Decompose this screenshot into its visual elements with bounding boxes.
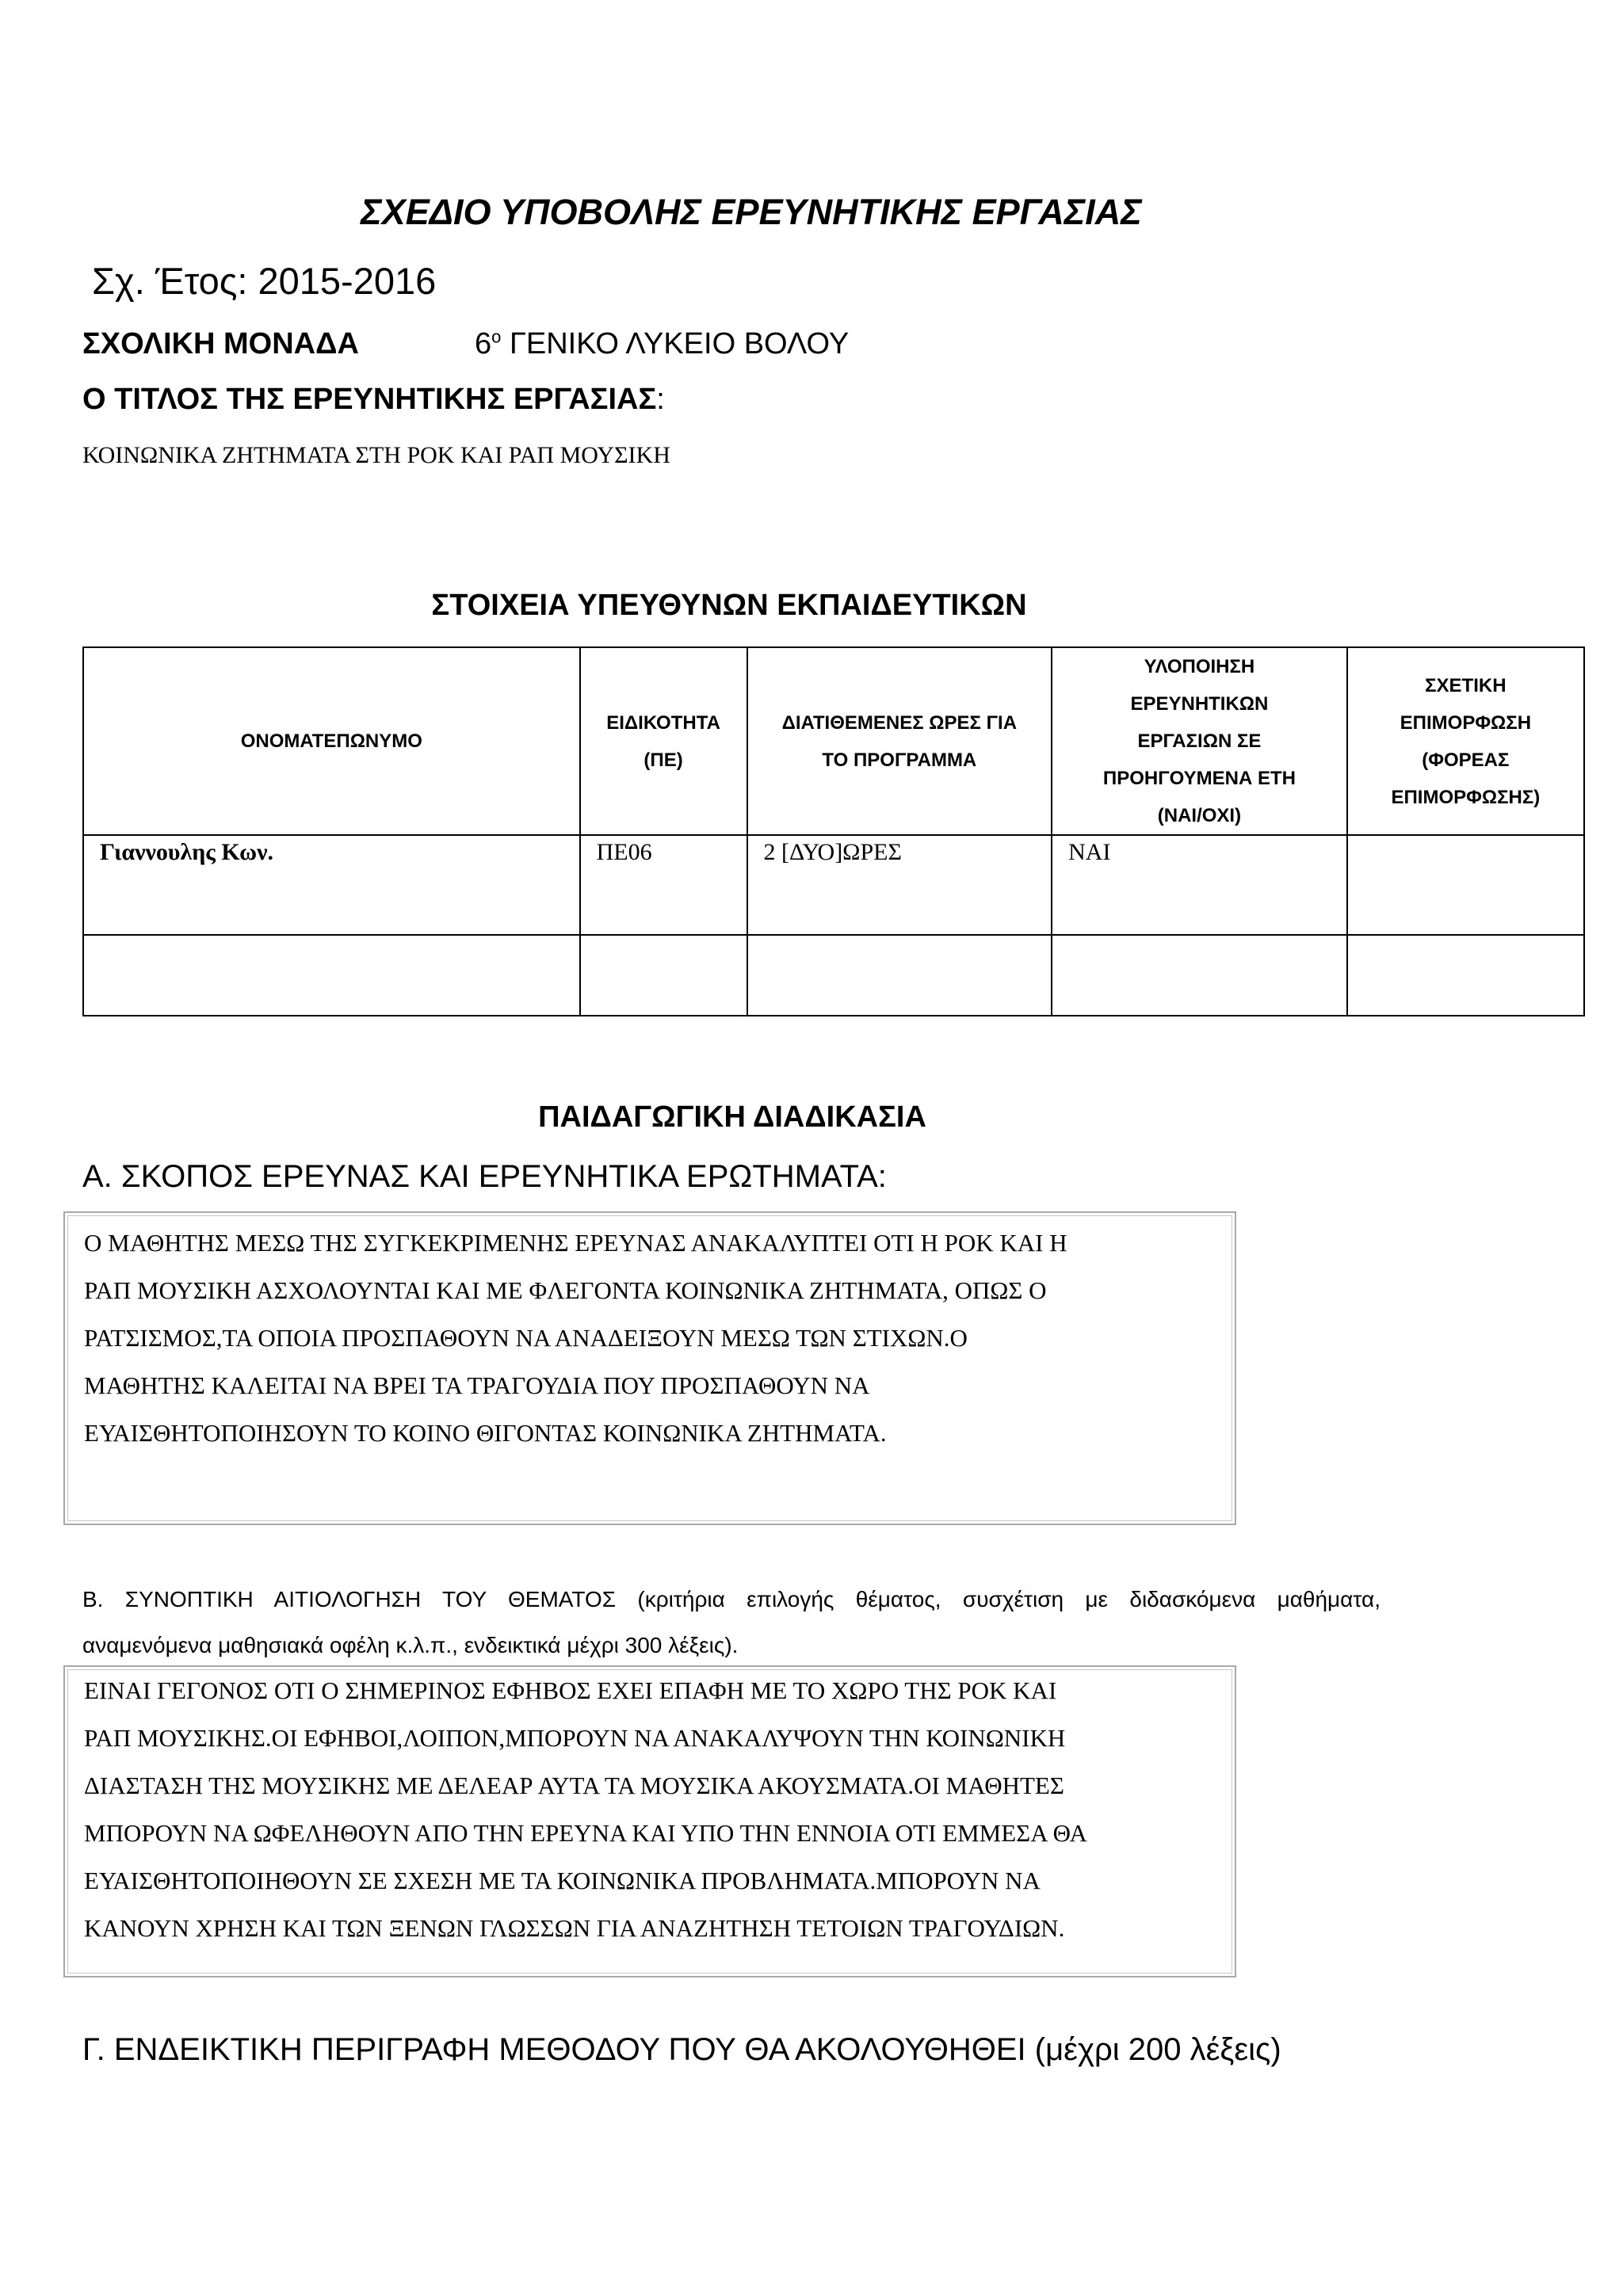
header-fullname: ΟΝΟΜΑΤΕΠΩΝΥΜΟ bbox=[83, 647, 580, 835]
cell-previous-projects bbox=[1052, 935, 1347, 1016]
cell-specialty bbox=[580, 935, 747, 1016]
table-row bbox=[83, 935, 1584, 1016]
section-b-textbox bbox=[63, 1665, 1236, 1978]
table-row bbox=[83, 835, 1584, 935]
cell-hours bbox=[747, 935, 1052, 1016]
section-b-title-line: Β. ΣΥΝΟΠΤΙΚΗ ΑΙΤΙΟΛΟΓΗΣΗ ΤΟΥ ΘΕΜΑΤΟΣ (κριτήρια επιλογής θέματος, συσχέτιση με διδασκόμενα μαθήματα, bbox=[82, 1587, 1381, 1611]
teachers-table bbox=[82, 646, 1585, 1016]
school-unit-label: ΣΧΟΛΙΚΗ ΜΟΝΑΔΑ bbox=[82, 326, 359, 360]
school-unit-value: $6^o$ ΓΕΝΙΚΟ ΛΥΚΕΙΟ ΒΟΛΟΥ bbox=[475, 326, 850, 360]
header-specialty: ΕΙΔΙΚΟΤΗΤΑ (ΠΕ) bbox=[580, 647, 747, 835]
research-title-label: Ο ΤΙΤΛΟΣ ΤΗΣ ΕΡΕΥΝΗΤΙΚΗΣ ΕΡΓΑΣΙΑΣ: bbox=[82, 383, 665, 416]
text-line: ΡΑΠ ΜΟΥΣΙΚΗΣ.ΟΙ ΕΦΗΒΟΙ,ΛΟΙΠΟΝ,ΜΠΟΡΟΥΝ ΝΑ ΑΝΑΚΑΛΥΨΟΥΝ ΤΗΝ ΚΟΙΝΩΝΙΚΗ bbox=[84, 1724, 1066, 1752]
header-hours: ΔΙΑΤΙΘΕΜΕΝΕΣ ΩΡΕΣ ΓΙΑ ΤΟ ΠΡΟΓΡΑΜΜΑ bbox=[747, 647, 1052, 835]
text-line: ΕΥΑΙΣΘΗΤΟΠΟΙΗΣΟΥΝ ΤΟ ΚΟΙΝΟ ΘΙΓΟΝΤΑΣ ΚΟΙΝΩΝΙΚΑ ΖΗΤΗΜΑΤΑ. bbox=[84, 1419, 887, 1447]
pedagogy-heading: ΠΑΙΔΑΓΩΓΙΚΗ ΔΙΑΔΙΚΑΣΙΑ bbox=[538, 1100, 926, 1134]
school-unit-line bbox=[82, 326, 849, 361]
text-line: ΕΙΝΑΙ ΓΕΓΟΝΟΣ ΟΤΙ Ο ΣΗΜΕΡΙΝΟΣ ΕΦΗΒΟΣ ΕΧΕΙ ΕΠΑΦΗ ΜΕ ΤΟ ΧΩΡΟ ΤΗΣ ΡΟΚ ΚΑΙ bbox=[84, 1676, 1057, 1704]
section-b-text bbox=[84, 1667, 1222, 1952]
cell-previous-projects: ΝΑΙ bbox=[1052, 835, 1347, 935]
text-line: ΔΙΑΣΤΑΣΗ ΤΗΣ ΜΟΥΣΙΚΗΣ ΜΕ ΔΕΛΕΑΡ ΑΥΤΑ ΤΑ ΜΟΥΣΙΚΑ ΑΚΟΥΣΜΑΤΑ.ΟΙ ΜΑΘΗΤΕΣ bbox=[84, 1772, 1064, 1799]
text-line: Ο ΜΑΘΗΤΗΣ ΜΕΣΩ ΤΗΣ ΣΥΓΚΕΚΡΙΜΕΝΗΣ ΕΡΕΥΝΑΣ ΑΝΑΚΑΛΥΠΤΕΙ ΟΤΙ Η ΡΟΚ ΚΑΙ Η bbox=[84, 1229, 1067, 1257]
section-a-text bbox=[84, 1219, 1222, 1457]
text-line: ΡΑΤΣΙΣΜΟΣ,ΤΑ ΟΠΟΙΑ ΠΡΟΣΠΑΘΟΥΝ ΝΑ ΑΝΑΔΕΙΞΟΥΝ ΜΕΣΩ ΤΩΝ ΣΤΙΧΩΝ.Ο bbox=[84, 1324, 968, 1352]
section-b-title-line: αναμενόμενα μαθησιακά οφέλη κ.λ.π., ενδεικτικά μέχρι 300 λέξεις). bbox=[82, 1633, 739, 1657]
document-title: ΣΧΕΔΙΟ ΥΠΟΒΟΛΗΣ ΕΡΕΥΝΗΤΙΚΗΣ ΕΡΓΑΣΙΑΣ bbox=[361, 192, 1142, 232]
cell-training bbox=[1347, 835, 1584, 935]
header-previous-projects: ΥΛΟΠΟΙΗΣΗ ΕΡΕΥΝΗΤΙΚΩΝ ΕΡΓΑΣΙΩΝ ΣΕ ΠΡΟΗΓΟΥΜΕΝΑ ΕΤΗ (ΝΑΙ/ΟΧΙ) bbox=[1052, 647, 1347, 835]
text-line: ΜΠΟΡΟΥΝ ΝΑ ΩΦΕΛΗΘΟΥΝ ΑΠΟ ΤΗΝ ΕΡΕΥΝΑ ΚΑΙ ΥΠΟ ΤΗΝ ΕΝΝΟΙΑ ΟΤΙ ΕΜΜΕΣΑ ΘΑ bbox=[84, 1819, 1087, 1847]
section-a-textbox bbox=[63, 1211, 1236, 1525]
section-b-title bbox=[82, 1577, 1381, 1669]
section-c-title: Γ. ΕΝΔΕΙΚΤΙΚΗ ΠΕΡΙΓΡΑΦΗ ΜΕΘΟΔΟΥ ΠΟΥ ΘΑ ΑΚΟΛΟΥΘΗΘΕΙ (μέχρι 200 λέξεις) bbox=[82, 2032, 1281, 2067]
cell-fullname: Γιαννουλης Κων. bbox=[83, 835, 580, 935]
school-year: Σχ. Έτος: 2015-2016 bbox=[92, 260, 437, 302]
cell-training bbox=[1347, 935, 1584, 1016]
research-title-value: ΚΟΙΝΩΝΙΚΑ ΖΗΤΗΜΑΤΑ ΣΤΗ ΡΟΚ ΚΑΙ ΡΑΠ ΜΟΥΣΙΚΗ bbox=[82, 442, 670, 468]
section-a-title: Α. ΣΚΟΠΟΣ ΕΡΕΥΝΑΣ ΚΑΙ ΕΡΕΥΝΗΤΙΚΑ ΕΡΩΤΗΜΑΤΑ: bbox=[82, 1159, 887, 1194]
text-line: ΜΑΘΗΤΗΣ ΚΑΛΕΙΤΑΙ ΝΑ ΒΡΕΙ ΤΑ ΤΡΑΓΟΥΔΙΑ ΠΟΥ ΠΡΟΣΠΑΘΟΥΝ ΝΑ bbox=[84, 1371, 870, 1399]
cell-hours: 2 [ΔΥΟ]ΩΡΕΣ bbox=[747, 835, 1052, 935]
cell-fullname bbox=[83, 935, 580, 1016]
text-line: ΚΑΝΟΥΝ ΧΡΗΣΗ ΚΑΙ ΤΩΝ ΞΕΝΩΝ ΓΛΩΣΣΩΝ ΓΙΑ ΑΝΑΖΗΤΗΣΗ ΤΕΤΟΙΩΝ ΤΡΑΓΟΥΔΙΩΝ. bbox=[84, 1914, 1065, 1942]
teachers-section-heading: ΣΤΟΙΧΕΙΑ ΥΠΕΥΘΥΝΩΝ ΕΚΠΑΙΔΕΥΤΙΚΩΝ bbox=[431, 589, 1027, 622]
text-line: ΡΑΠ ΜΟΥΣΙΚΗ ΑΣΧΟΛΟΥΝΤΑΙ ΚΑΙ ΜΕ ΦΛΕΓΟΝΤΑ ΚΟΙΝΩΝΙΚΑ ΖΗΤΗΜΑΤΑ, ΟΠΩΣ Ο bbox=[84, 1276, 1047, 1304]
table-header-row bbox=[83, 647, 1584, 835]
text-line: ΕΥΑΙΣΘΗΤΟΠΟΙΗΘΟΥΝ ΣΕ ΣΧΕΣΗ ΜΕ ΤΑ ΚΟΙΝΩΝΙΚΑ ΠΡΟΒΛΗΜΑΤΑ.ΜΠΟΡΟΥΝ ΝΑ bbox=[84, 1867, 1041, 1894]
header-training: ΣΧΕΤΙΚΗ ΕΠΙΜΟΡΦΩΣΗ (ΦΟΡΕΑΣ ΕΠΙΜΟΡΦΩΣΗΣ) bbox=[1347, 647, 1584, 835]
cell-specialty: ΠΕ06 bbox=[580, 835, 747, 935]
